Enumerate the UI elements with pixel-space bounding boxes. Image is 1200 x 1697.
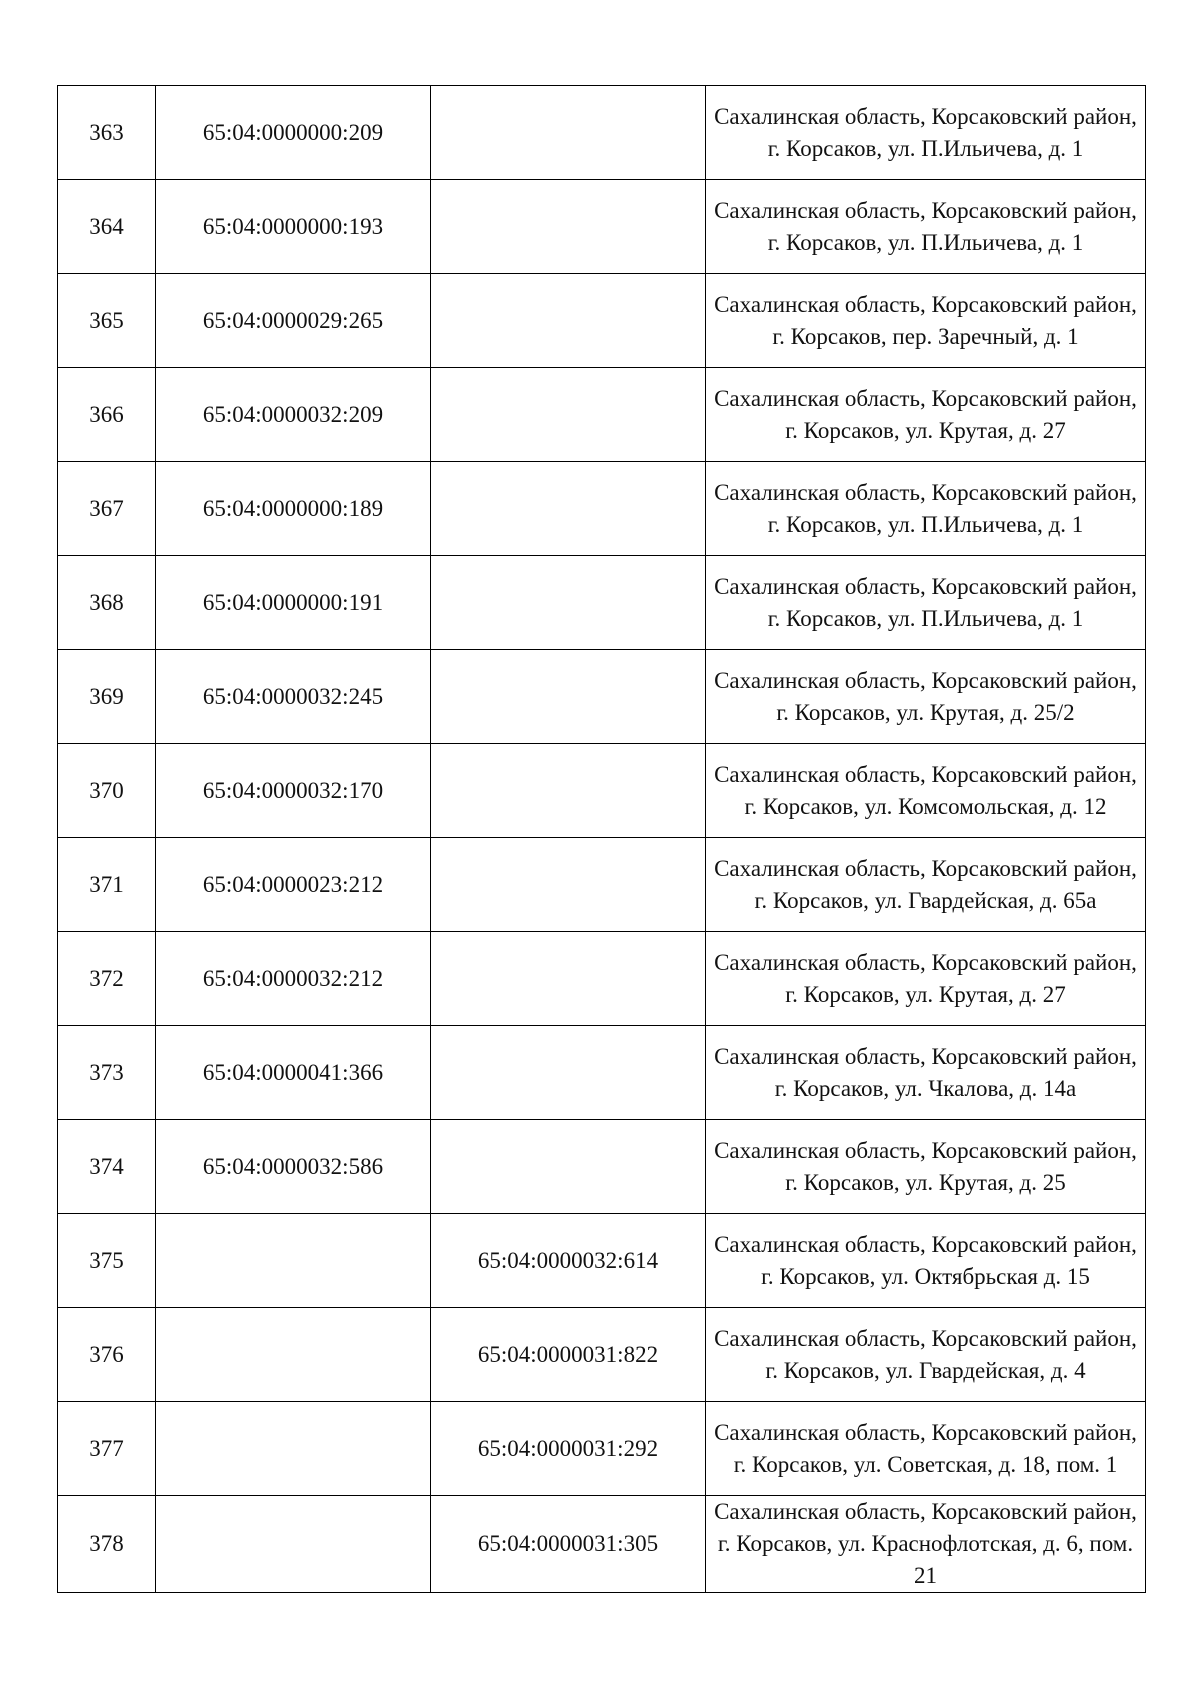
cadastral-number-cell: 65:04:0000000:191: [156, 556, 431, 650]
table-row: [58, 1214, 1146, 1308]
property-table: [57, 85, 1146, 1593]
address-cell: Сахалинская область, Корсаковский район, г. Корсаков, ул. Крутая, д. 25: [706, 1120, 1146, 1214]
table-row: [58, 1308, 1146, 1402]
row-number-cell: 371: [58, 838, 156, 932]
related-cadastral-number-cell: [431, 368, 706, 462]
row-number-cell: 378: [58, 1496, 156, 1593]
address-cell: Сахалинская область, Корсаковский район, г. Корсаков, ул. Краснофлотская, д. 6, пом. 21: [706, 1496, 1146, 1593]
related-cadastral-number-cell: [431, 274, 706, 368]
cadastral-number-cell: 65:04:0000023:212: [156, 838, 431, 932]
row-number-cell: 365: [58, 274, 156, 368]
related-cadastral-number-cell: [431, 932, 706, 1026]
address-cell: Сахалинская область, Корсаковский район, г. Корсаков, ул. Крутая, д. 25/2: [706, 650, 1146, 744]
cadastral-number-cell: 65:04:0000000:189: [156, 462, 431, 556]
cadastral-number-cell: 65:04:0000032:245: [156, 650, 431, 744]
address-cell: Сахалинская область, Корсаковский район, г. Корсаков, ул. Гвардейская, д. 4: [706, 1308, 1146, 1402]
table-row: [58, 932, 1146, 1026]
related-cadastral-number-cell: 65:04:0000032:614: [431, 1214, 706, 1308]
address-cell: Сахалинская область, Корсаковский район, г. Корсаков, ул. П.Ильичева, д. 1: [706, 556, 1146, 650]
cadastral-number-cell: 65:04:0000041:366: [156, 1026, 431, 1120]
row-number-cell: 364: [58, 180, 156, 274]
row-number-cell: 374: [58, 1120, 156, 1214]
row-number-cell: 363: [58, 86, 156, 180]
address-cell: Сахалинская область, Корсаковский район, г. Корсаков, ул. Крутая, д. 27: [706, 932, 1146, 1026]
table-row: [58, 1026, 1146, 1120]
address-cell: Сахалинская область, Корсаковский район, г. Корсаков, ул. П.Ильичева, д. 1: [706, 86, 1146, 180]
related-cadastral-number-cell: 65:04:0000031:822: [431, 1308, 706, 1402]
row-number-cell: 375: [58, 1214, 156, 1308]
related-cadastral-number-cell: [431, 838, 706, 932]
address-cell: Сахалинская область, Корсаковский район, г. Корсаков, пер. Заречный, д. 1: [706, 274, 1146, 368]
related-cadastral-number-cell: 65:04:0000031:292: [431, 1402, 706, 1496]
table-row: [58, 1496, 1146, 1593]
address-cell: Сахалинская область, Корсаковский район, г. Корсаков, ул. П.Ильичева, д. 1: [706, 180, 1146, 274]
table-row: [58, 650, 1146, 744]
cadastral-number-cell: 65:04:0000032:209: [156, 368, 431, 462]
related-cadastral-number-cell: [431, 1120, 706, 1214]
related-cadastral-number-cell: [431, 180, 706, 274]
table-row: [58, 744, 1146, 838]
related-cadastral-number-cell: [431, 650, 706, 744]
address-cell: Сахалинская область, Корсаковский район, г. Корсаков, ул. Комсомольская, д. 12: [706, 744, 1146, 838]
cadastral-number-cell: [156, 1496, 431, 1593]
table-row: [58, 556, 1146, 650]
table-row: [58, 1402, 1146, 1496]
row-number-cell: 376: [58, 1308, 156, 1402]
table-body: [58, 86, 1146, 1593]
row-number-cell: 373: [58, 1026, 156, 1120]
cadastral-number-cell: [156, 1214, 431, 1308]
address-cell: Сахалинская область, Корсаковский район, г. Корсаков, ул. Октябрьская д. 15: [706, 1214, 1146, 1308]
row-number-cell: 372: [58, 932, 156, 1026]
cadastral-number-cell: 65:04:0000000:209: [156, 86, 431, 180]
related-cadastral-number-cell: [431, 86, 706, 180]
row-number-cell: 368: [58, 556, 156, 650]
related-cadastral-number-cell: [431, 556, 706, 650]
table-row: [58, 462, 1146, 556]
related-cadastral-number-cell: 65:04:0000031:305: [431, 1496, 706, 1593]
table-row: [58, 1120, 1146, 1214]
table-row: [58, 838, 1146, 932]
row-number-cell: 367: [58, 462, 156, 556]
cadastral-number-cell: [156, 1308, 431, 1402]
related-cadastral-number-cell: [431, 744, 706, 838]
cadastral-number-cell: [156, 1402, 431, 1496]
address-cell: Сахалинская область, Корсаковский район, г. Корсаков, ул. Гвардейская, д. 65а: [706, 838, 1146, 932]
cadastral-number-cell: 65:04:0000000:193: [156, 180, 431, 274]
address-cell: Сахалинская область, Корсаковский район, г. Корсаков, ул. П.Ильичева, д. 1: [706, 462, 1146, 556]
cadastral-number-cell: 65:04:0000029:265: [156, 274, 431, 368]
cadastral-number-cell: 65:04:0000032:212: [156, 932, 431, 1026]
address-cell: Сахалинская область, Корсаковский район, г. Корсаков, ул. Крутая, д. 27: [706, 368, 1146, 462]
row-number-cell: 366: [58, 368, 156, 462]
table-row: [58, 86, 1146, 180]
related-cadastral-number-cell: [431, 1026, 706, 1120]
cadastral-number-cell: 65:04:0000032:170: [156, 744, 431, 838]
row-number-cell: 377: [58, 1402, 156, 1496]
address-cell: Сахалинская область, Корсаковский район, г. Корсаков, ул. Чкалова, д. 14а: [706, 1026, 1146, 1120]
table-row: [58, 180, 1146, 274]
table-row: [58, 274, 1146, 368]
row-number-cell: 369: [58, 650, 156, 744]
related-cadastral-number-cell: [431, 462, 706, 556]
table-row: [58, 368, 1146, 462]
address-cell: Сахалинская область, Корсаковский район, г. Корсаков, ул. Советская, д. 18, пом. 1: [706, 1402, 1146, 1496]
cadastral-number-cell: 65:04:0000032:586: [156, 1120, 431, 1214]
row-number-cell: 370: [58, 744, 156, 838]
